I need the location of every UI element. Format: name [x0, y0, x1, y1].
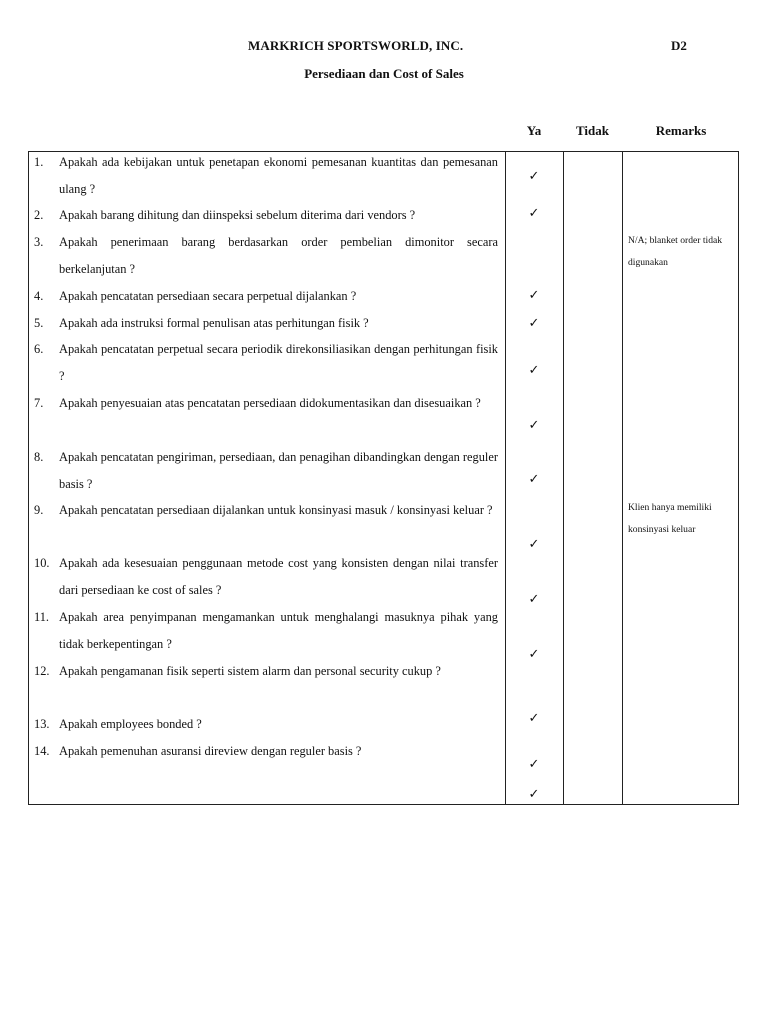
check-icon: ✓: [528, 472, 540, 487]
question-item: [34, 283, 498, 310]
question-item: [34, 444, 498, 498]
question-item: [34, 310, 498, 337]
question-number: 5.: [34, 316, 44, 330]
check-icon: ✓: [528, 418, 540, 433]
question-item: [34, 497, 498, 524]
column-header-tidak: Tidak: [575, 123, 609, 138]
check-icon: ✓: [528, 363, 540, 378]
check-icon: ✓: [528, 169, 540, 184]
question-item: [34, 390, 498, 417]
check-icon: ✓: [528, 787, 540, 802]
question-item: [34, 711, 498, 738]
column-header-ya: Ya: [526, 123, 542, 138]
remark-note: Klien hanya memiliki konsinyasi keluar: [628, 502, 712, 535]
column-divider: [505, 152, 506, 804]
question-item: [34, 149, 498, 203]
question-text: Apakah pencatatan persediaan dijalankan untuk konsinyasi masuk / konsinyasi keluar ?: [59, 503, 493, 517]
remark-note: N/A; blanket order tidak digunakan: [628, 235, 723, 268]
question-item: [34, 604, 498, 658]
question-number: 9.: [34, 503, 44, 517]
check-icon: ✓: [528, 316, 540, 331]
question-item: [34, 229, 498, 283]
column-divider: [622, 152, 623, 804]
question-item: [34, 202, 498, 229]
question-number: 14.: [34, 744, 50, 758]
question-number: 6.: [34, 342, 44, 356]
question-text: Apakah pencatatan persediaan secara perpetual dijalankan ?: [59, 289, 357, 303]
question-item: [34, 336, 498, 390]
section-code: D2: [671, 38, 687, 53]
question-number: 12.: [34, 664, 50, 678]
check-icon: ✓: [528, 206, 540, 221]
checklist-table: [28, 151, 739, 805]
company-name: MARKRICH SPORTSWORLD, INC.: [248, 38, 464, 53]
question-item: [34, 738, 498, 765]
document-subtitle: Persediaan dan Cost of Sales: [304, 66, 464, 81]
question-text: Apakah penyesuaian atas pencatatan persediaan didokumentasikan dan disesuaikan ?: [59, 396, 481, 410]
question-number: 2.: [34, 208, 44, 222]
question-text: Apakah ada kesesuaian penggunaan metode cost yang konsisten dengan nilai transfer dari persediaan ke cost of sales ?: [59, 556, 498, 597]
question-number: 11.: [34, 610, 50, 624]
question-number: 7.: [34, 396, 44, 410]
check-icon: ✓: [528, 757, 540, 772]
question-text: Apakah area penyimpanan mengamankan untuk menghalangi masuknya pihak yang tidak berkepentingan ?: [59, 610, 498, 651]
question-number: 3.: [34, 235, 44, 249]
question-text: Apakah pencatatan pengiriman, persediaan, dan penagihan dibandingkan dengan reguler basis ?: [59, 450, 499, 491]
question-number: 8.: [34, 450, 44, 464]
check-icon: ✓: [528, 537, 540, 552]
question-text: Apakah ada instruksi formal penulisan atas perhitungan fisik ?: [59, 316, 369, 330]
question-text: Apakah pengamanan fisik seperti sistem alarm dan personal security cukup ?: [59, 664, 441, 678]
question-text: Apakah ada kebijakan untuk penetapan ekonomi pemesanan kuantitas dan pemesanan ulang ?: [59, 155, 498, 196]
question-item: [34, 658, 498, 685]
question-number: 13.: [34, 717, 50, 731]
question-item: [34, 550, 498, 604]
column-divider: [563, 152, 564, 804]
question-number: 1.: [34, 155, 44, 169]
check-icon: ✓: [528, 592, 540, 607]
question-number: 10.: [34, 556, 50, 570]
question-number: 4.: [34, 289, 44, 303]
check-icon: ✓: [528, 288, 540, 303]
check-icon: ✓: [528, 647, 540, 662]
question-text: Apakah employees bonded ?: [59, 717, 202, 731]
question-text: Apakah pemenuhan asuransi direview dengan reguler basis ?: [59, 744, 362, 758]
question-text: Apakah barang dihitung dan diinspeksi sebelum diterima dari vendors ?: [59, 208, 416, 222]
check-icon: ✓: [528, 711, 540, 726]
question-text: Apakah penerimaan barang berdasarkan order pembelian dimonitor secara berkelanjutan ?: [59, 235, 498, 276]
column-header-remarks: Remarks: [655, 123, 707, 138]
question-text: Apakah pencatatan perpetual secara periodik direkonsiliasikan dengan perhitungan fisik ?: [59, 342, 498, 383]
